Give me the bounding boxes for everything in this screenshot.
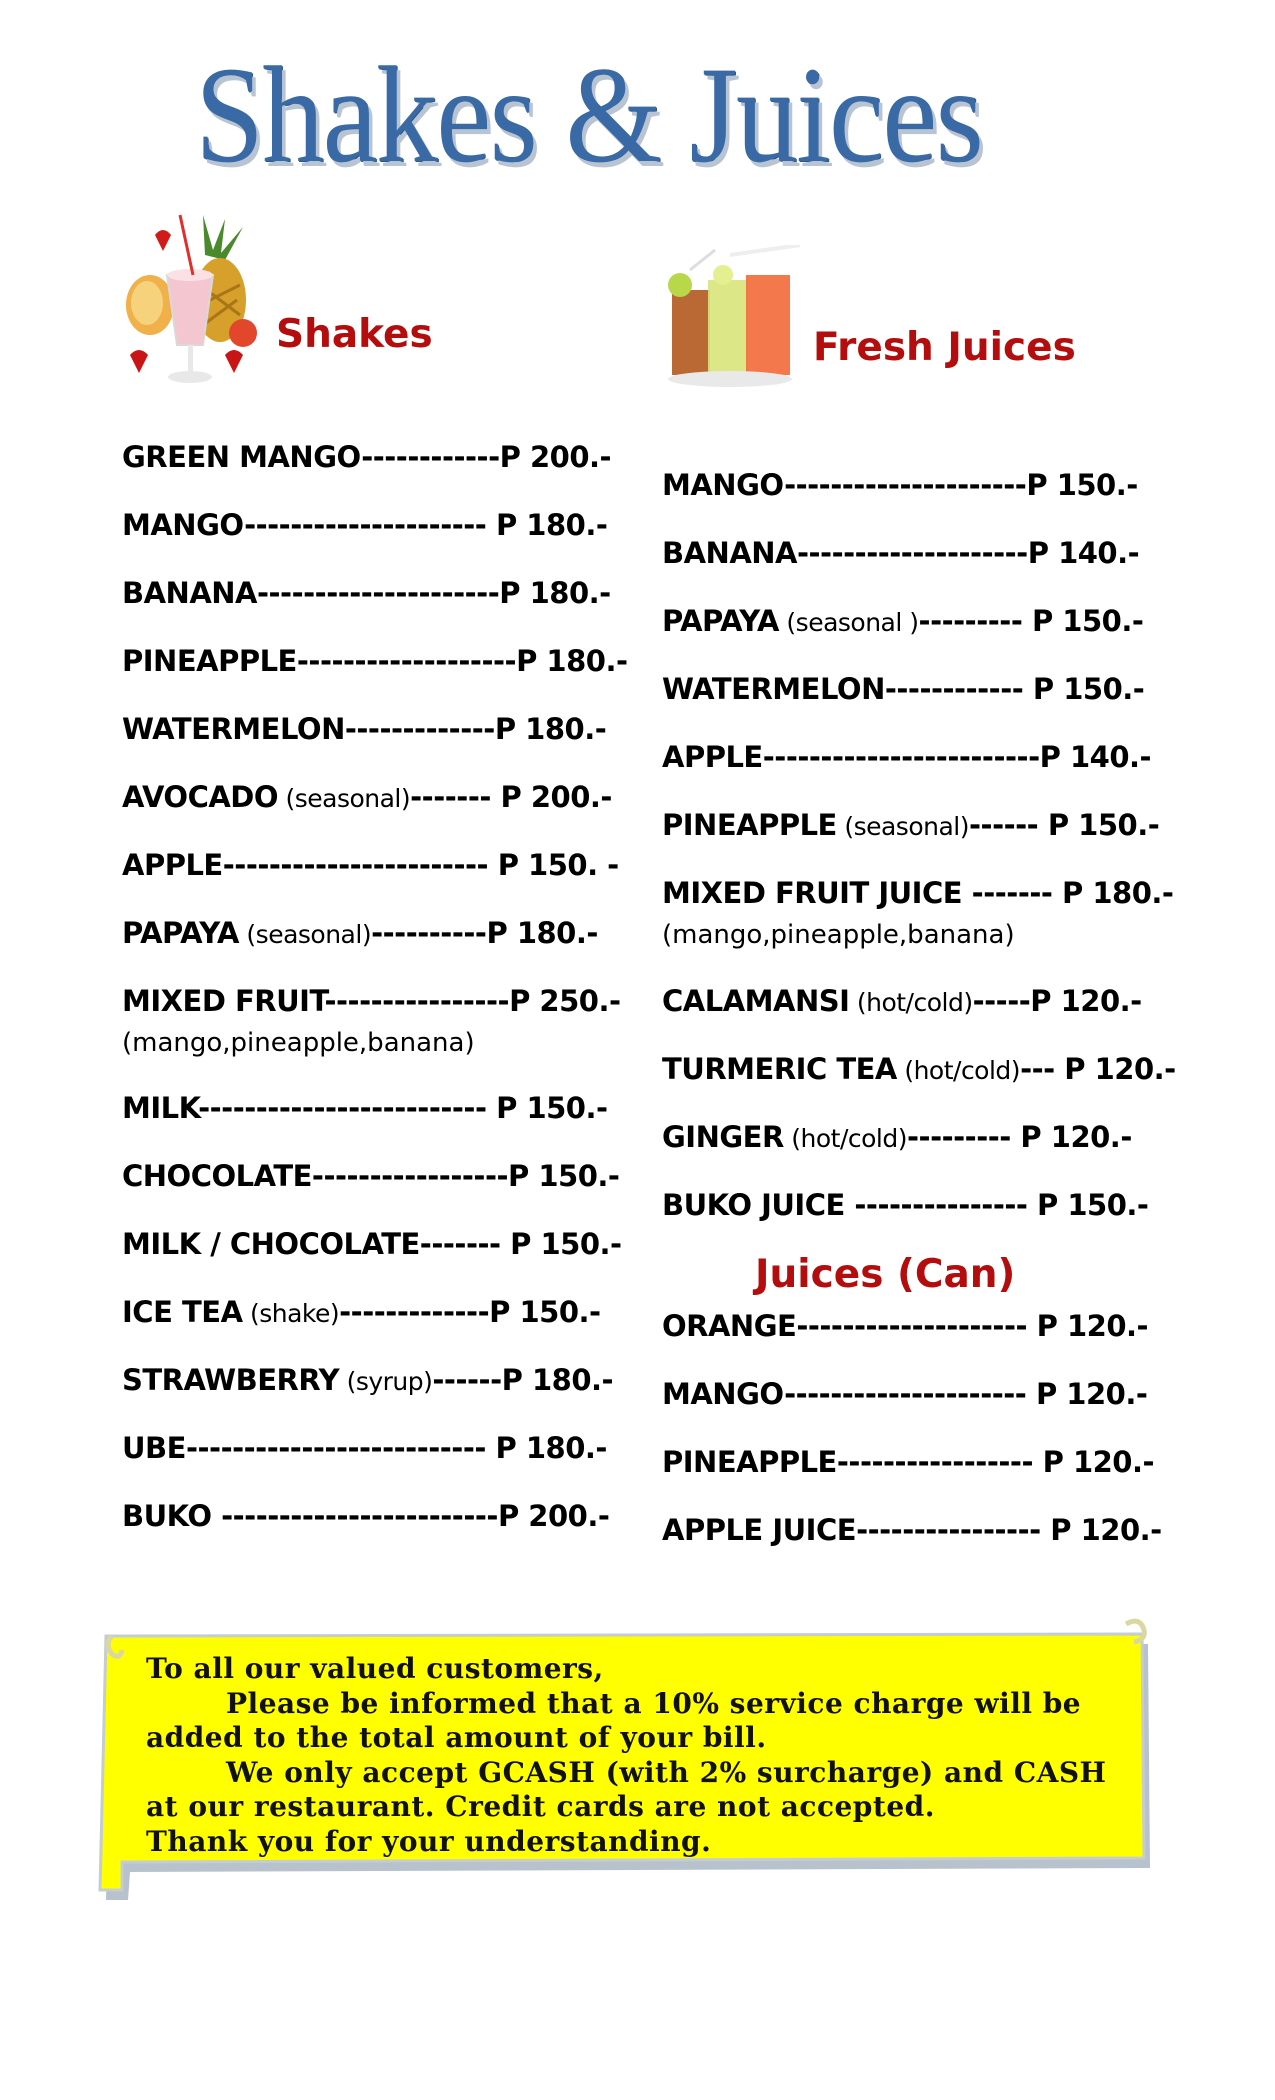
shakes-mixed-fruit-note: (mango,pineapple,banana) (122, 1028, 475, 1058)
item-price: P 250.- (509, 984, 621, 1018)
item-dashes: ------------------- (296, 644, 517, 678)
item-name: MANGO (662, 468, 785, 502)
item-name: CALAMANSI (662, 984, 850, 1018)
item-name: GINGER (662, 1120, 784, 1154)
shake-item (122, 1159, 619, 1193)
canned-juice-item (662, 1377, 1147, 1411)
item-name: STRAWBERRY (122, 1363, 340, 1397)
notice-line-1: To all our valued customers, (146, 1652, 604, 1685)
fresh-juice-item (662, 740, 1151, 774)
shake-item (122, 440, 611, 474)
item-note: (seasonal) (836, 812, 969, 841)
item-dashes: ------------------------- (198, 1091, 497, 1125)
item-note: (shake) (242, 1299, 340, 1328)
shake-item (122, 644, 628, 678)
item-price: P 140.- (1027, 536, 1140, 570)
milkshake-with-fruits-image (125, 205, 265, 395)
item-dashes: -------------------- (796, 1309, 1037, 1343)
item-name: MANGO (122, 508, 245, 542)
item-dashes: ------ (432, 1363, 502, 1397)
canned-juice-item (662, 1513, 1162, 1547)
notice-line-5: at our restaurant. Credit cards are not accepted. (146, 1790, 935, 1823)
item-price: P 180.- (501, 1363, 614, 1397)
shake-item (122, 1431, 607, 1465)
item-dashes: --------------------- (784, 1377, 1036, 1411)
item-price: P 150.- (1026, 468, 1138, 502)
item-price: P 150.- (489, 1295, 601, 1329)
item-dashes: ---------------- (856, 1513, 1051, 1547)
item-note: (hot/cold) (849, 988, 973, 1017)
item-name: MIXED FRUIT JUICE (662, 876, 963, 910)
item-name: PINEAPPLE (122, 644, 297, 678)
item-dashes: -------------------- (796, 536, 1028, 570)
item-dashes: --- (1020, 1052, 1065, 1086)
item-price: P 180.- (1062, 876, 1174, 910)
item-name: GREEN MANGO (122, 440, 362, 474)
item-price: P 180.- (499, 576, 611, 610)
item-price: P 150.- (1032, 672, 1145, 706)
shake-item (122, 1363, 613, 1397)
shake-item (122, 916, 598, 950)
shake-item (122, 1499, 609, 1533)
item-name: WATERMELON (662, 672, 885, 706)
fresh-juice-glasses-image (660, 245, 810, 395)
item-name: PINEAPPLE (662, 1445, 837, 1479)
item-name: ORANGE (662, 1309, 797, 1343)
item-name: CHOCOLATE (122, 1159, 312, 1193)
item-price: P 200.- (500, 780, 612, 814)
fresh-juice-item (662, 1052, 1176, 1086)
item-price: P 180.- (495, 1431, 607, 1465)
item-price: P 150.- (1031, 604, 1144, 638)
item-dashes: ------- (410, 780, 501, 814)
item-price: P 120.- (1035, 1377, 1148, 1411)
item-dashes: ------------- (344, 712, 495, 746)
item-price: P 180.- (516, 644, 628, 678)
item-price: P 120.- (1030, 984, 1142, 1018)
item-price: P 120.- (1064, 1052, 1176, 1086)
item-name: ICE TEA (122, 1295, 243, 1329)
item-price: P 180.- (494, 712, 607, 746)
fresh-mixed-fruit-note: (mango,pineapple,banana) (662, 920, 1015, 950)
fresh-juice-item (662, 604, 1143, 638)
item-price: P 200.- (499, 440, 612, 474)
item-dashes: ---------- (371, 916, 487, 950)
shake-item (122, 1227, 622, 1261)
item-dashes: --------------- (844, 1188, 1038, 1222)
fresh-juice-item (662, 984, 1142, 1018)
item-dashes: --------------------- (784, 468, 1027, 502)
item-dashes: ------------ (361, 440, 500, 474)
item-name: MILK (122, 1091, 199, 1125)
shake-item (122, 1091, 608, 1125)
item-name: MILK / CHOCOLATE (122, 1227, 420, 1261)
item-price: P 150.- (1047, 808, 1160, 842)
item-dashes: ----------------- (311, 1159, 509, 1193)
canned-juice-item (662, 1445, 1154, 1479)
item-name: WATERMELON (122, 712, 345, 746)
item-dashes: ------------------------ (762, 740, 1040, 774)
item-price: P 150.- (508, 1159, 620, 1193)
item-note: (seasonal) (278, 784, 411, 813)
notice-line-4: We only accept GCASH (with 2% surcharge) and CASH (226, 1755, 1107, 1789)
juices-can-heading: Juices (Can) (755, 1252, 1016, 1297)
fresh-juice-item (662, 876, 1173, 910)
item-dashes: -------------------------- (185, 1431, 496, 1465)
item-name: BUKO JUICE (662, 1188, 845, 1222)
fresh-juice-item (662, 1120, 1132, 1154)
item-note: (syrup) (339, 1367, 433, 1396)
item-price: P 150.- (510, 1227, 622, 1261)
item-name: MANGO (662, 1377, 785, 1411)
shake-item (122, 1295, 601, 1329)
item-price: P 150.- (496, 1091, 608, 1125)
shake-item (122, 508, 607, 542)
fresh-juice-item (662, 536, 1139, 570)
item-name: APPLE JUICE (662, 1513, 857, 1547)
item-dashes: ------- (962, 876, 1063, 910)
item-price: P 120.- (1020, 1120, 1132, 1154)
item-price: P 150. - (497, 848, 619, 882)
item-dashes: ---------------- (324, 984, 510, 1018)
item-name: PINEAPPLE (662, 808, 837, 842)
item-dashes: ------------- (339, 1295, 490, 1329)
item-price: P 120.- (1042, 1445, 1155, 1479)
item-price: P 150.- (1037, 1188, 1149, 1222)
item-name: TURMERIC TEA (662, 1052, 897, 1086)
item-dashes: --------------------- (244, 508, 496, 542)
item-dashes: --------- (918, 604, 1032, 638)
item-dashes: ------------------------ (211, 1499, 498, 1533)
canned-juice-item (662, 1309, 1148, 1343)
notice-line-6: Thank you for your understanding. (146, 1824, 712, 1858)
notice-line-2: Please be informed that a 10% service charge will be (226, 1686, 1082, 1720)
shake-item (122, 780, 612, 814)
item-name: APPLE (122, 848, 223, 882)
fresh-juice-item (662, 1188, 1148, 1222)
item-name: AVOCADO (122, 780, 279, 814)
item-note: (seasonal ) (778, 608, 919, 637)
item-name: BANANA (122, 576, 257, 610)
fresh-juice-item (662, 468, 1138, 502)
notice-line-3: added to the total amount of your bill. (146, 1721, 767, 1754)
item-name: BUKO (122, 1499, 212, 1533)
item-price: P 200.- (497, 1499, 610, 1533)
item-name: BANANA (662, 536, 797, 570)
item-dashes: ----- (972, 984, 1031, 1018)
item-name: PAPAYA (662, 604, 779, 638)
notice-text (146, 1652, 1146, 1859)
item-price: P 180.- (495, 508, 608, 542)
item-price: P 120.- (1036, 1309, 1149, 1343)
item-name: APPLE (662, 740, 763, 774)
shake-item (122, 848, 619, 882)
item-note: (hot/cold) (896, 1056, 1021, 1085)
item-name: PAPAYA (122, 916, 239, 950)
fresh-juices-heading: Fresh Juices (813, 325, 1076, 370)
item-note: (hot/cold) (783, 1124, 907, 1153)
item-dashes: --------- (907, 1120, 1021, 1154)
page-title: Shakes & Juices (195, 38, 983, 191)
item-name: MIXED FRUIT (122, 984, 325, 1018)
item-price: P 180.- (486, 916, 598, 950)
item-dashes: ----------------- (836, 1445, 1043, 1479)
shakes-heading: Shakes (276, 312, 433, 357)
shake-item (122, 984, 621, 1018)
fresh-juice-item (662, 672, 1144, 706)
item-dashes: --------------------- (256, 576, 500, 610)
item-name: UBE (122, 1431, 186, 1465)
item-dashes: ------- (419, 1227, 511, 1261)
item-price: P 120.- (1050, 1513, 1162, 1547)
fresh-juice-item (662, 808, 1159, 842)
item-price: P 140.- (1039, 740, 1152, 774)
item-note: (seasonal) (238, 920, 372, 949)
shake-item (122, 712, 606, 746)
item-dashes: ------------ (884, 672, 1033, 706)
shake-item (122, 576, 611, 610)
item-dashes: ----------------------- (222, 848, 498, 882)
item-dashes: ------ (969, 808, 1048, 842)
